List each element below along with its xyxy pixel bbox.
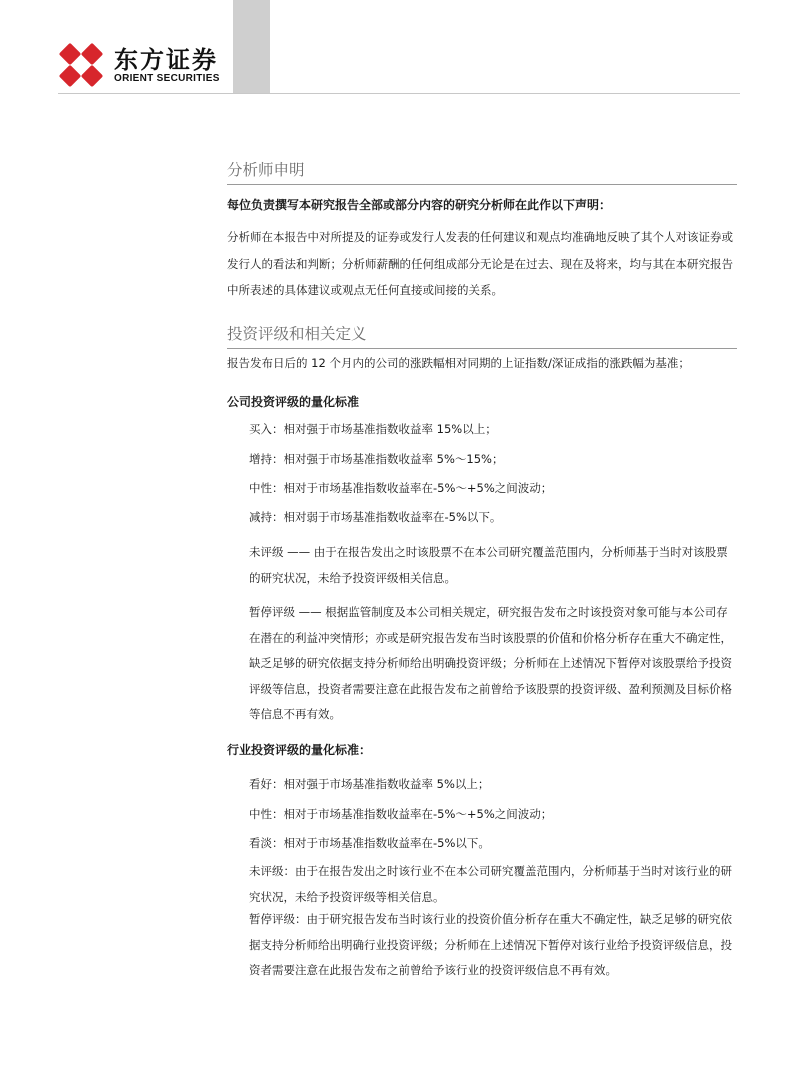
logo-english-name: ORIENT SECURITIES [114, 73, 220, 84]
industry-rating-negative: 看淡：相对于市场基准指数收益率在-5%以下。 [249, 836, 490, 850]
analyst-section-title: 分析师申明 [227, 160, 737, 185]
analyst-statement: 每位负责撰写本研究报告全部或部分内容的研究分析师在此作以下声明： [227, 198, 612, 212]
rating-basis: 报告发布日后的 12 个月内的公司的涨跌幅相对同期的上证指数/深证成指的涨跌幅为基准； [227, 356, 690, 370]
industry-rating-neutral: 中性：相对于市场基准指数收益率在-5%～+5%之间波动； [249, 807, 553, 821]
logo-mark-icon [58, 42, 104, 88]
company-rating-heading: 公司投资评级的量化标准 [227, 395, 360, 409]
industry-rating-heading: 行业投资评级的量化标准： [227, 743, 372, 757]
industry-suspended-text: 暂停评级：由于研究报告发布当时该行业的投资价值分析存在重大不确定性，缺乏足够的研究依据支持分析师给出明确行业投资评级；分析师在上述情况下暂停对该行业给予投资评级信息，投资者需要注意在此报告发布之前曾给予该行业的投资评级信息不再有效。 [249, 912, 732, 977]
header-divider [58, 93, 740, 94]
company-logo [58, 38, 228, 90]
rating-section-title: 投资评级和相关定义 [227, 324, 737, 349]
company-suspended-text: 暂停评级 —— 根据监管制度及本公司相关规定，研究报告发布之时该投资对象可能与本公司存在潜在的利益冲突情形；亦或是研究报告发布当时该股票的价值和价格分析存在重大不确定性，缺乏足够的研究依据支持分析师给出明确投资评级；分析师在上述情况下暂停对该股票给予投资评级等信息，投资者需要注意在此报告发布之前曾给予该股票的投资评级、盈利预测及目标价格等信息不再有效。 [249, 605, 732, 721]
company-unrated-text: 未评级 —— 由于在报告发出之时该股票不在本公司研究覆盖范围内，分析师基于当时对该股票的研究状况，未给予投资评级相关信息。 [249, 545, 728, 585]
analyst-declaration-body: 分析师在本报告中对所提及的证券或发行人发表的任何建议和观点均准确地反映了其个人对该证券或发行人的看法和判断；分析师薪酬的任何组成部分无论是在过去、现在及将来，均与其在本研究报告中所表述的具体建议或观点无任何直接或间接的关系。 [227, 230, 733, 297]
company-rating-neutral: 中性：相对于市场基准指数收益率在-5%～+5%之间波动； [249, 481, 553, 495]
industry-rating-positive: 看好：相对强于市场基准指数收益率 5%以上； [249, 777, 490, 791]
header-gray-band [233, 0, 270, 93]
company-rating-underweight: 减持：相对弱于市场基准指数收益率在-5%以下。 [249, 510, 502, 524]
industry-unrated-text: 未评级：由于在报告发出之时该行业不在本公司研究覆盖范围内，分析师基于当时对该行业的研究状况，未给予投资评级等相关信息。 [249, 864, 732, 904]
logo-chinese-name: 东方证券 [114, 46, 218, 74]
company-rating-buy: 买入：相对强于市场基准指数收益率 15%以上； [249, 422, 497, 436]
company-rating-overweight: 增持：相对强于市场基准指数收益率 5%～15%； [249, 452, 504, 466]
